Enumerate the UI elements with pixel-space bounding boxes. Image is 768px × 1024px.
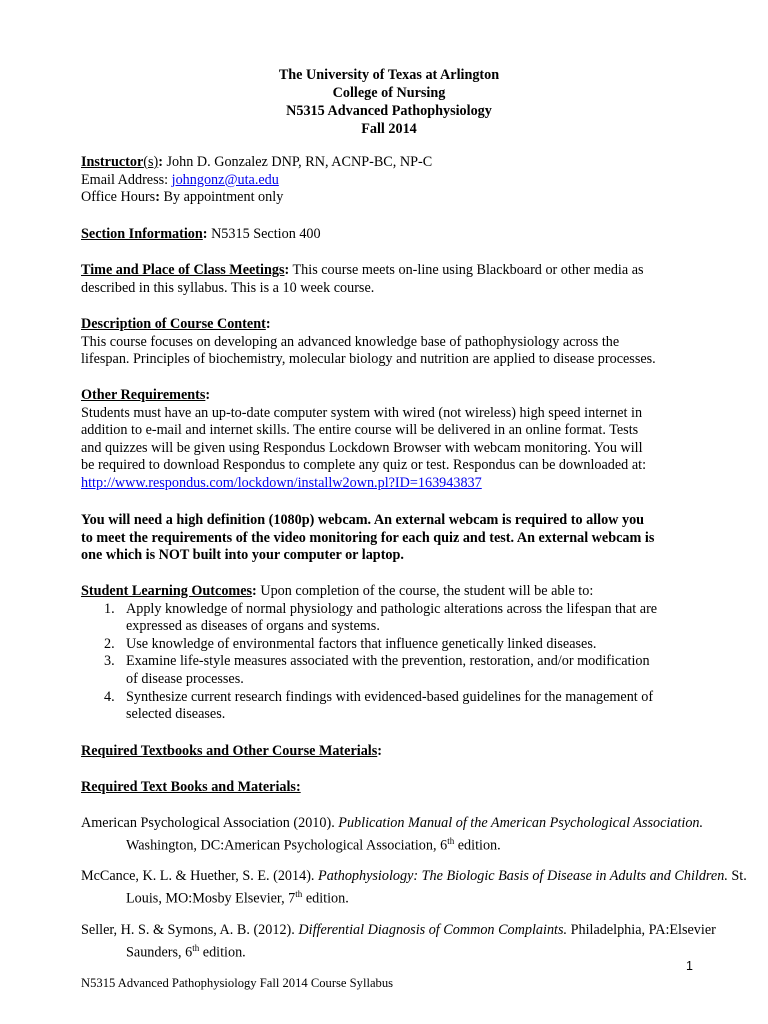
list-item: 3. Examine life-style measures associated with the prevention, restoration, and/or modification of disease processes. (104, 653, 650, 687)
description-line-2: lifespan. Principles of biochemistry, molecular biology and nutrition are applied to disease processes. (81, 351, 656, 368)
requirements-block: Other Requirements: Students must have an up-to-date computer system with wired (not wireless) high speed internet in addition to e-mail and internet skills. The entire course will be delivered in an online format. Tests and quizzes will be given using Respondus Lockdown Browser with webcam monitoring. You will be required to download Respondus to complete any quiz or test. Respondus can be downloaded at: http://www.respondus.com/lockdown/installw2own.pl?ID=163943837 (81, 387, 721, 493)
requirements-line-3: and quizzes will be given using Respondus Lockdown Browser with webcam monitoring. You will (81, 439, 643, 456)
meetings-line-1: This course meets on-line using Blackboard or other media as (289, 262, 644, 278)
course-title: N5315 Advanced Pathophysiology (286, 103, 492, 119)
college-name: College of Nursing (332, 85, 446, 101)
outcomes-block: Student Learning Outcomes: Upon completion of the course, the student will be able to: 1. Apply knowledge of normal physiology and pathologic alterations across the lifespan that are expressed as diseases of organs and systems. 2. Use knowledge of environmental factors that influence genetically linked diseases. 3. Examine life-style measures associated with the prevention, restoration, and/or modification of disease processes. 4. Synthesize current research findings with evidenced-based guidelines for the management of selected diseases. (81, 583, 721, 724)
email-link[interactable]: johngonz@uta.edu (171, 171, 279, 188)
reference-seller: Seller, H. S. & Symons, A. B. (2012). Differential Diagnosis of Common Complaints. Philadelphia, PA:Elsevier Saunders, 6th edition. (81, 922, 716, 961)
list-item: 4. Synthesize current research findings with evidenced-based guidelines for the management of selected diseases. (104, 688, 654, 723)
office-hours-line: Office Hours: By appointment only (81, 189, 284, 206)
outcomes-list (81, 601, 721, 724)
email-line (81, 172, 721, 190)
webcam-line-3: one which is NOT built into your computer or laptop. (81, 547, 404, 564)
webcam-notice (81, 512, 731, 565)
meetings-block: Time and Place of Class Meetings: This course meets on-line using Blackboard or other media as described in this syllabus. This is a 10 week course. (81, 262, 721, 297)
requirements-label: Other Requirements (81, 387, 206, 403)
page-footer: N5315 Advanced Pathophysiology Fall 2014 Course Syllabus (81, 976, 394, 990)
office-hours-label: Office Hours (81, 189, 156, 206)
university-name: The University of Texas at Arlington (278, 67, 500, 83)
email-label: Email Address: (81, 171, 172, 188)
list-item: 1. Apply knowledge of normal physiology and pathologic alterations across the lifespan that are expressed as diseases of organs and systems. (104, 600, 658, 635)
instructor-label-suffix: (s) (143, 154, 159, 170)
term: Fall 2014 (361, 121, 417, 137)
meetings-line-2: described in this syllabus. This is a 10 week course. (81, 279, 375, 296)
page-number: 1 (686, 959, 693, 973)
requirements-line-1: Students must have an up-to-date computer system with wired (not wireless) high speed internet in (81, 404, 643, 421)
document-header (0, 66, 768, 138)
instructor-name: John D. Gonzalez DNP, RN, ACNP-BC, NP-C (162, 154, 433, 170)
requirements-line-4: be required to download Respondus to complete any quiz or test. Respondus can be downloaded at: (81, 457, 647, 474)
list-item: 2. Use knowledge of environmental factors that influence genetically linked diseases. (104, 635, 597, 652)
instructor-label: Instructor (81, 154, 144, 170)
section-label: Section Information (81, 226, 203, 242)
instructor-line: Instructor(s): John D. Gonzalez DNP, RN, ACNP-BC, NP-C (81, 154, 433, 170)
respondus-download-link[interactable]: http://www.respondus.com/lockdown/installw2own.pl?ID=163943837 (81, 474, 482, 491)
textbooks-subheading: Required Text Books and Materials: (81, 779, 301, 795)
webcam-line-1: You will need a high definition (1080p) webcam. An external webcam is required to allow you (81, 512, 645, 528)
textbooks-heading: Required Textbooks and Other Course Materials: (81, 743, 382, 759)
description-block: Description of Course Content: This course focuses on developing an advanced knowledge base of pathophysiology across the lifespan. Principles of biochemistry, molecular biology and nutrition are applied to disease processes. (81, 316, 721, 369)
office-hours-value: By appointment only (159, 189, 284, 206)
meetings-label: Time and Place of Class Meetings (81, 262, 285, 278)
outcomes-label: Student Learning Outcomes (81, 583, 253, 599)
section-info: Section Information: N5315 Section 400 (81, 226, 321, 242)
reference-apa: American Psychological Association (2010). Publication Manual of the American Psychological Association. Washington, DC:American Psychological Association, 6th edition. (81, 815, 704, 854)
description-line-1: This course focuses on developing an advanced knowledge base of pathophysiology across the (81, 333, 620, 350)
webcam-line-2: to meet the requirements of the video monitoring for each quiz and test. An external webcam is (81, 529, 655, 546)
instructor-block (81, 154, 721, 207)
section-value: N5315 Section 400 (207, 226, 321, 242)
requirements-line-2: addition to e-mail and internet skills. The entire course will be delivered in an online format. Tests (81, 422, 639, 439)
description-label: Description of Course Content (81, 316, 266, 332)
reference-mccance: McCance, K. L. & Huether, S. E. (2014). Pathophysiology: The Biologic Basis of Disease in Adults and Children. St. Louis, MO:Mosby Elsevier, 7th edition. (81, 868, 747, 907)
outcomes-intro: Upon completion of the course, the student will be able to: (256, 583, 594, 599)
